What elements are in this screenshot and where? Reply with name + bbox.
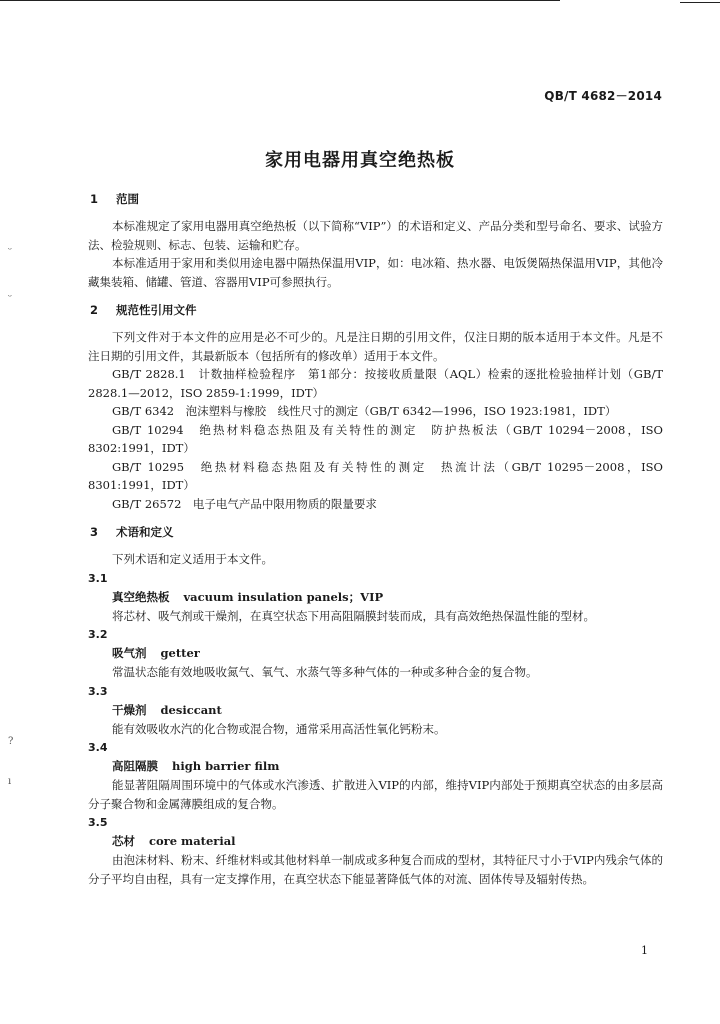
term-en: vacuum insulation panels；VIP	[183, 589, 384, 604]
margin-mark: ?	[8, 736, 14, 747]
term-en: core material	[149, 834, 236, 848]
document-body	[88, 190, 663, 888]
section-title: 规范性引用文件	[116, 303, 197, 317]
term-heading	[88, 644, 663, 663]
term-heading	[88, 588, 663, 607]
page-number: 1	[641, 944, 648, 957]
margin-mark: ᵕ	[8, 292, 12, 303]
scan-edge-line	[680, 2, 720, 3]
reference-item: GB/T 10295 绝热材料稳态热阻及有关特性的测定 热流计法（GB/T 10295－2008，ISO 8301:1991，IDT）	[88, 459, 663, 492]
term-zh: 真空绝热板	[112, 589, 170, 604]
terms-intro: 下列术语和定义适用于本文件。	[112, 552, 273, 566]
section-number: 1	[90, 192, 99, 206]
scope-paragraph: 本标准适用于家用和类似用途电器中隔热保温用VIP，如：电冰箱、热水器、电饭煲隔热保温用VIP，其他冷藏集装箱、储罐、管道、容器用VIP可参照执行。	[88, 256, 663, 289]
term-zh: 吸气剂	[112, 646, 147, 660]
section-number: 3	[90, 525, 99, 539]
term-definition: 能有效吸收水汽的化合物或混合物，通常采用高活性氧化钙粉末。	[112, 721, 446, 736]
section-title: 术语和定义	[116, 525, 174, 539]
reference-item: GB/T 2828.1 计数抽样检验程序 第1部分：按接收质量限（AQL）检索的逐批检验抽样计划（GB/T 2828.1—2012，ISO 2859-1:1999，IDT）	[88, 367, 663, 400]
term-definition: 由泡沫材料、粉末、纤维材料或其他材料单一制成或多种复合而成的型材，其特征尺寸小于VIP内残余气体的分子平均自由程，具有一定支撑作用，在真空状态下能显著降低气体的对流、固体传导及辐射传热。	[88, 853, 663, 886]
term-en: high barrier film	[172, 759, 280, 773]
term-entry	[88, 625, 663, 682]
term-heading	[88, 757, 663, 776]
clause-number: 3.4	[88, 741, 108, 754]
standard-code: QB/T 4682－2014	[544, 89, 662, 103]
term-heading	[88, 832, 663, 851]
term-zh: 高阻隔膜	[112, 759, 158, 773]
term-zh: 干燥剂	[112, 702, 147, 717]
term-definition: 常温状态能有效地吸收氮气、氧气、水蒸气等多种气体的一种或多种合金的复合物。	[112, 665, 538, 679]
section-heading-scope	[88, 190, 663, 209]
reference-item: GB/T 26572 电子电气产品中限用物质的限量要求	[112, 496, 377, 511]
clause-number: 3.3	[88, 684, 108, 698]
normative-intro: 下列文件对于本文件的应用是必不可少的。凡是注日期的引用文件，仅注日期的版本适用于本文件。凡是不注日期的引用文件，其最新版本（包括所有的修改单）适用于本文件。	[88, 330, 663, 363]
term-definition: 将芯材、吸气剂或干燥剂，在真空状态下用高阻隔膜封装而成，具有高效绝热保温性能的型材。	[112, 608, 595, 623]
term-entry	[88, 569, 663, 626]
section-number: 2	[90, 303, 99, 317]
reference-item: GB/T 6342 泡沫塑料与橡胶 线性尺寸的测定（GB/T 6342—1996，ISO 1923:1981，IDT）	[112, 404, 617, 418]
term-en: desiccant	[160, 702, 222, 717]
section-title: 范围	[116, 192, 140, 206]
document-title: 家用电器用真空绝热板	[265, 150, 455, 171]
term-entry	[88, 738, 663, 813]
clause-number: 3.2	[88, 628, 108, 641]
term-heading	[88, 701, 663, 720]
section-heading-terms	[88, 523, 663, 542]
term-zh: 芯材	[112, 834, 135, 848]
term-en: getter	[160, 646, 200, 660]
margin-mark: ı	[8, 776, 12, 787]
term-entry	[88, 813, 663, 888]
margin-mark: ᵕ	[8, 245, 12, 256]
section-heading-normative	[88, 301, 663, 320]
scope-paragraph: 本标准规定了家用电器用真空绝热板（以下简称“VIP”）的术语和定义、产品分类和型号命名、要求、试验方法、检验规则、标志、包装、运输和贮存。	[88, 219, 663, 252]
term-entry	[88, 682, 663, 739]
clause-number: 3.1	[88, 571, 108, 585]
term-definition: 能显著阻隔周围环境中的气体或水汽渗透、扩散进入VIP的内部，维持VIP内部处于预期真空状态的由多层高分子聚合物和金属薄膜组成的复合物。	[88, 778, 663, 811]
clause-number: 3.5	[88, 816, 108, 829]
scan-edge-line	[0, 0, 560, 1]
reference-item: GB/T 10294 绝热材料稳态热阻及有关特性的测定 防护热板法（GB/T 10294－2008，ISO 8302:1991，IDT）	[88, 422, 663, 455]
